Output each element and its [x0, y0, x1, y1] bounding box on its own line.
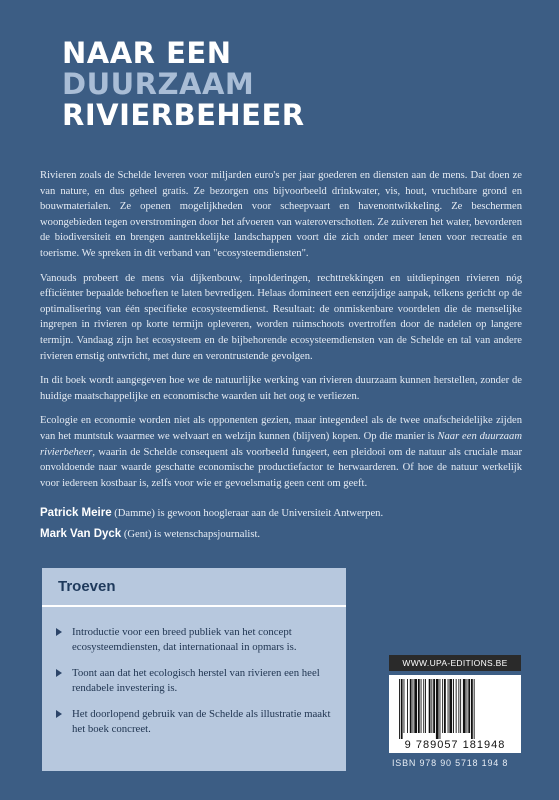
book-title [62, 38, 305, 131]
barcode-bar [433, 679, 435, 733]
barcode-bar [413, 679, 414, 733]
barcode-bar [431, 679, 432, 733]
blurb-paragraph-2: Vanouds probeert de mens via dijkenbouw, inpolderingen, rechttrekkingen en uitdiepingen rivieren nóg efficiënter bepaalde behoeften te laten bevredigen. Helaas domineert een eenzijdige aanpak, telkens gericht op de optimalisering van één specifieke ecosysteemdienst. Resultaat: de onmiskenbare voordelen die de menselijke ingrepen in rivieren op korte termijn opleveren, worden ruimschoots overtroffen door de nadelen op langere termijn. Vandaag zijn het ecosysteem en de bijbehorende ecosysteemdiensten van de Schelde en tal van andere rivieren ernstig ontwricht, met dure en verontrustende gevolgen. [40, 272, 522, 362]
blurb-paragraph-1: Rivieren zoals de Schelde leveren voor miljarden euro's per jaar goederen en diensten aan de mens. Dat doen ze van nature, en dus geheel gratis. Ze bezorgen ons bijvoorbeeld drinkwater, vis, hout, vruchtbare grond en bouwmaterialen. Ze openen mogelijkheden voor scheepvaart en havenontwikkeling. Ze beschermen woongebieden tegen overstromingen door het afvoeren van wateroverschotten. Ze zuiveren het water, bevorderen de biodiversiteit en brengen aantrekkelijke landschappen voort die zich onder meer lenen voor recreatie en toerisme. We spreken in dit verband van "ecosysteemdiensten". [40, 170, 522, 259]
author-bio [40, 527, 522, 542]
barcode-bar [444, 679, 446, 733]
troeven-heading: Troeven [58, 578, 116, 595]
author-name: Mark Van Dyck [40, 528, 122, 540]
troeven-box [42, 568, 346, 771]
barcode-bar [404, 679, 405, 733]
list-item-text: Introductie voor een breed publiek van het concept ecosysteemdiensten, dat internationaal in opmars is. [72, 626, 297, 653]
barcode-bar [414, 679, 417, 733]
triangle-bullet-icon [56, 669, 62, 677]
barcode-bar [423, 679, 424, 733]
barcode-graphic [389, 675, 521, 753]
barcode-bar [418, 679, 420, 733]
list-item [56, 707, 334, 736]
barcode-bar [449, 679, 452, 733]
blurb-paragraph-3: In dit boek wordt aangegeven hoe we de natuurlijke werking van rivieren duurzaam kunnen herstellen, zonder de huidige maatschappelijke en economische waarden uit het oog te verliezen. [40, 375, 522, 402]
list-item-text: Het doorlopend gebruik van de Schelde als illustratie maakt het boek concreet. [72, 708, 331, 735]
troeven-divider [42, 605, 346, 607]
barcode-bar [429, 679, 431, 733]
book-title-italic: Naar een duurzaam rivierbeheer [40, 430, 522, 458]
author-description: (Damme) is gewoon hoogleraar aan de Universiteit Antwerpen. [111, 508, 384, 519]
barcode-bar [458, 679, 459, 733]
author-description: (Gent) is wetenschapsjournalist. [121, 529, 261, 540]
barcode-bar [407, 679, 408, 733]
title-line-2: DUURZAAM [62, 67, 255, 101]
blurb-paragraph-4-end: , waarin de Schelde consequent als voorbeeld fungeert, een pleidooi om de natuur als cruciale maar onvoldoende naar waarde geschatte economische productiefactor te herwaarderen. Of hoe de natuur werkelijk voor iedereen kostbaar is, zelfs voor wie er gevoelsmatig geen cent om geeft. [40, 446, 522, 489]
barcode-bar [399, 679, 400, 739]
barcode-bar [436, 679, 439, 739]
barcode-bar [425, 679, 426, 733]
barcode-bar [401, 679, 403, 739]
list-item-text: Toont aan dat het ecologisch herstel van rivieren een heel rendabele investering is. [72, 667, 320, 694]
barcode-bar [453, 679, 454, 733]
publisher-url: WWW.UPA-EDITIONS.BE [389, 655, 521, 671]
blurb-paragraph-4 [40, 413, 522, 491]
title-line-1: NAAR EEN [62, 36, 232, 70]
barcode-bar [468, 679, 470, 733]
barcode-bar [460, 679, 461, 733]
barcode-bar [410, 679, 412, 733]
troeven-list [56, 625, 334, 748]
list-item [56, 666, 334, 695]
barcode-bar [442, 679, 443, 733]
barcode-bar [440, 679, 441, 739]
barcode-bar [474, 679, 475, 739]
barcode-bar [448, 679, 449, 733]
blurb [40, 168, 522, 500]
barcode-bar [463, 679, 466, 733]
barcode-bar [456, 679, 457, 733]
blurb-paragraph-4-start: Ecologie en economie worden niet als opponenten gezien, maar integendeel als de twee onafscheidelijke zijden van het muntstuk waarmee we welvaart en welzijn kunnen (blijven) kopen. Op die manier is [40, 415, 522, 442]
triangle-bullet-icon [56, 628, 62, 636]
barcode-bar [467, 679, 468, 733]
barcode [389, 675, 521, 753]
author-bios [40, 506, 522, 548]
list-item [56, 625, 334, 654]
barcode-bar [421, 679, 422, 733]
barcode-bar [471, 679, 473, 739]
barcode-digits: 9 789057 181948 [404, 739, 506, 751]
isbn: ISBN 978 90 5718 194 8 [392, 758, 509, 768]
title-line-3: RIVIERBEHEER [62, 98, 305, 132]
author-name: Patrick Meire [40, 507, 112, 519]
author-bio [40, 506, 522, 521]
triangle-bullet-icon [56, 710, 62, 718]
